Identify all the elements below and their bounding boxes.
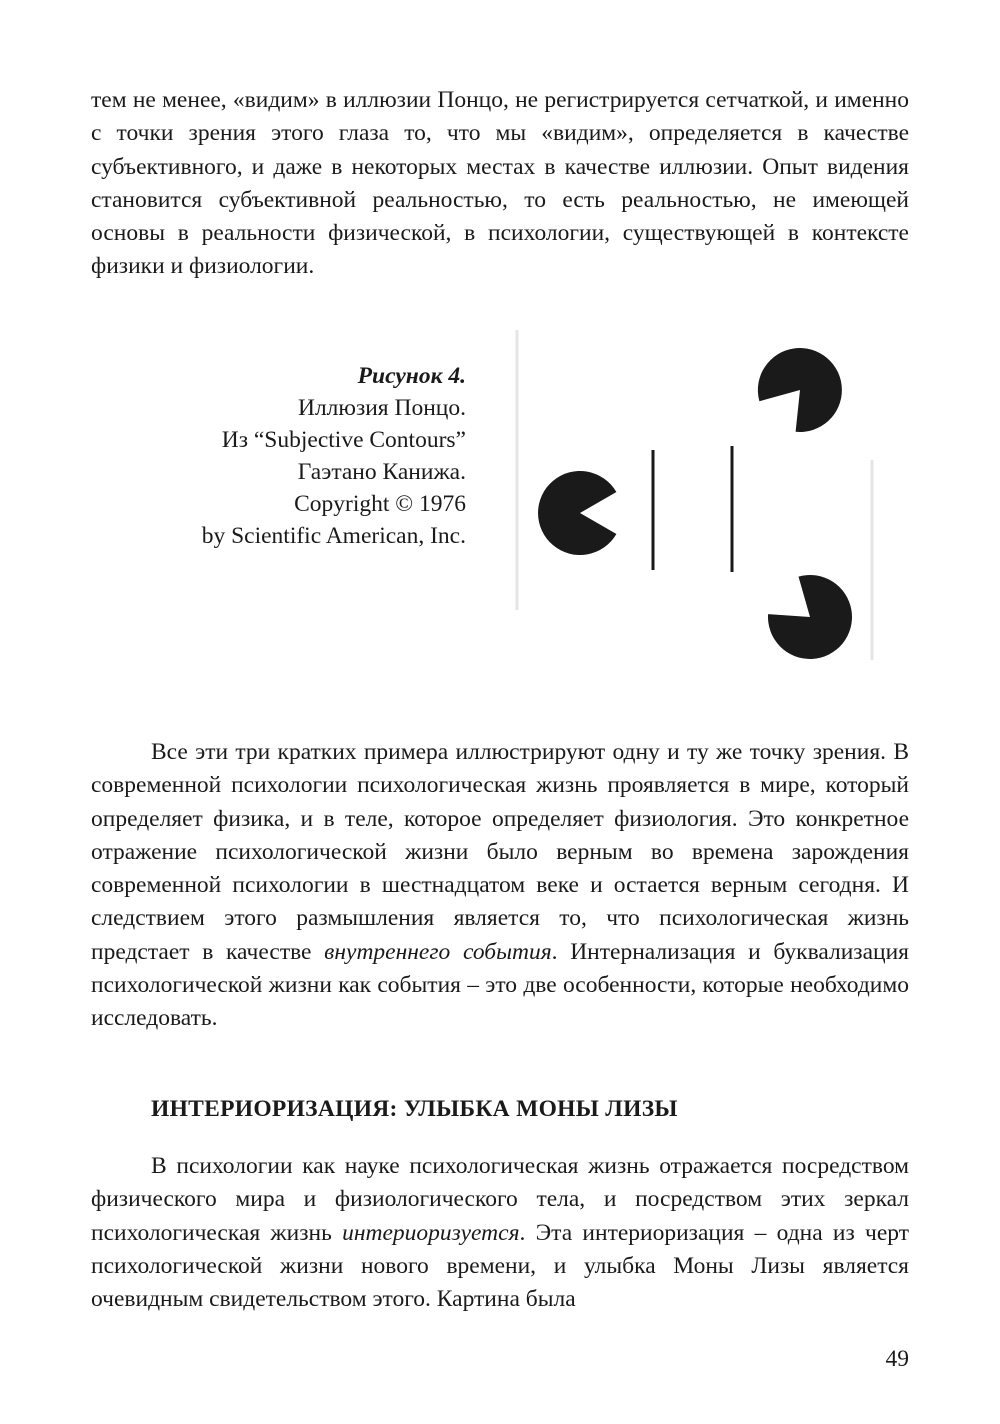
figure-caption bbox=[120, 360, 466, 552]
pacman-disc-top bbox=[758, 348, 842, 432]
paragraph-top: тем не менее, «видим» в иллюзии Понцо, не регистрируется сетчаткой, и именно с точки зрения этого глаза то, что мы «видим», определяется в качестве субъективного, и даже в некоторых местах в качестве иллюзии. Опыт видения становится субъективной реальностью, то есть реальностью, не имеющей основы в реальности физической, в психологии, существующей в контексте физики и физиологии. bbox=[91, 87, 909, 280]
figure-caption-line: Copyright © 1976 bbox=[294, 491, 466, 517]
paragraph-middle-italic: внутреннего события bbox=[324, 938, 552, 965]
paragraph-middle-text-b: . Интернализация и буквализация психологической жизни как события – это две особенности, которые необходимо исследовать. bbox=[91, 938, 909, 1032]
paragraph-middle-text-a: Все эти три кратких примера иллюстрируют одну и ту же точку зрения. В современной психологии психологическая жизнь проявляется в мире, который определяет физика, и в теле, которое определяет физиология. Это конкретное отражение психологической жизни было верным во времена зарождения современной психологии в шестнадцатом веке и остается верным сегодня. И следствием этого размышления является то, что психологическая жизнь предстает в качестве bbox=[91, 739, 909, 965]
figure-caption-title: Рисунок 4. bbox=[357, 363, 466, 389]
figure-caption-line: Гаэтано Канижа. bbox=[297, 459, 466, 485]
ponzo-illusion-figure bbox=[500, 320, 900, 700]
section-heading: ИНТЕРИОРИЗАЦИЯ: УЛЫБКА МОНЫ ЛИЗЫ bbox=[151, 1096, 678, 1122]
paragraph-bottom-text-b: . Эта интериоризация – одна из черт психологической жизни нового времени, и улыбка Моны Лизы является очевидным свидетельством этого. Картина была bbox=[91, 1219, 909, 1313]
figure-caption-line: by Scientific American, Inc. bbox=[201, 523, 466, 549]
paragraph-bottom-italic: интериоризуется bbox=[342, 1219, 520, 1246]
figure-caption-line: Иллюзия Понцо. bbox=[297, 395, 466, 421]
figure-caption-line: Из “Subjective Contours” bbox=[221, 427, 466, 453]
paragraph-middle bbox=[91, 736, 909, 1036]
page-number: 49 bbox=[885, 1346, 909, 1372]
paragraph-bottom bbox=[91, 1150, 909, 1316]
paragraph-bottom-text-a: В психологии как науке психологическая жизнь отражается посредством физического мира и физиологического тела, и посредством этих зеркал психологическая жизнь bbox=[91, 1153, 909, 1246]
pacman-disc-bottom bbox=[768, 575, 852, 659]
pacman-disc-left bbox=[538, 471, 616, 555]
